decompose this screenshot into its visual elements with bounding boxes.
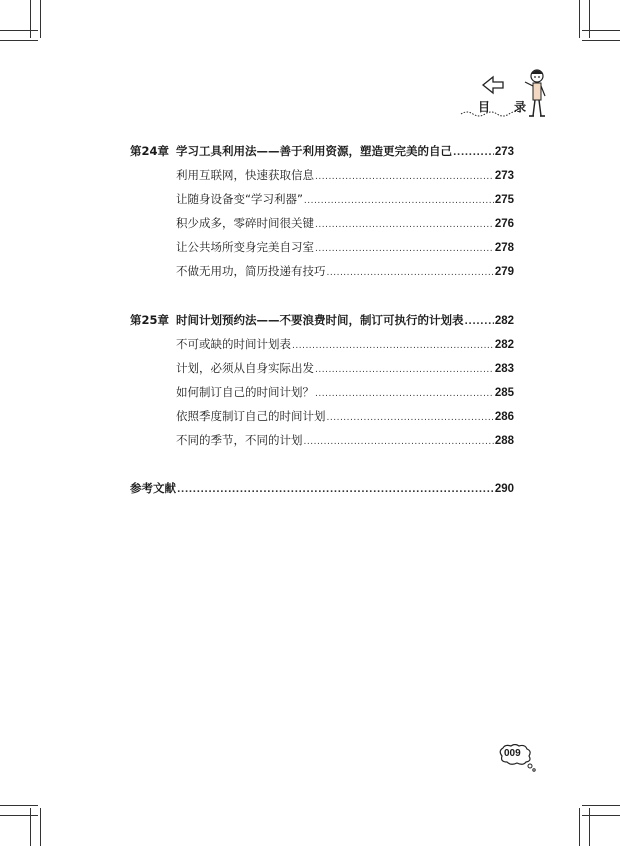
leader-dots xyxy=(315,218,494,232)
page-number: 273 xyxy=(494,146,514,158)
leader-dots xyxy=(315,387,494,401)
section-entry[interactable] xyxy=(176,264,514,280)
section-title: 利用互联网，快速获取信息 xyxy=(176,168,314,182)
page-number: 286 xyxy=(494,411,514,423)
section-title: 依照季度制订自己的时间计划 xyxy=(176,409,326,423)
leader-dots xyxy=(304,435,494,449)
chapter-24-entry[interactable] xyxy=(130,144,514,160)
section-entry[interactable] xyxy=(176,337,514,353)
chapter-number: 第24章 xyxy=(130,144,170,158)
section-entry[interactable] xyxy=(176,433,514,449)
page-number: 278 xyxy=(494,242,514,254)
toc-header-label: 目 录 xyxy=(478,100,537,114)
leader-dots xyxy=(465,315,494,329)
leader-dots xyxy=(453,146,494,160)
page-number: 290 xyxy=(494,483,514,495)
references-title: 参考文献 xyxy=(130,481,176,495)
page-number: 285 xyxy=(494,387,514,399)
section-entry[interactable] xyxy=(176,385,514,401)
section-title: 不做无用功，简历投递有技巧 xyxy=(176,264,326,278)
leader-dots xyxy=(315,242,494,256)
leader-dots xyxy=(304,194,494,208)
section-title: 积少成多，零碎时间很关键 xyxy=(176,216,314,230)
section-title: 计划，必须从自身实际出发 xyxy=(176,361,314,375)
section-entry[interactable] xyxy=(176,216,514,232)
chapter-number: 第25章 xyxy=(130,313,170,327)
section-title: 让公共场所变身完美自习室 xyxy=(176,240,314,254)
leader-dots xyxy=(315,170,494,184)
page-number: 279 xyxy=(494,266,514,278)
page-number: 282 xyxy=(494,315,514,327)
chapter-25-entry[interactable] xyxy=(130,313,514,329)
section-entry[interactable] xyxy=(176,409,514,425)
section-title: 让随身设备变“学习利器” xyxy=(176,192,303,206)
leader-dots xyxy=(315,363,494,377)
page-number: 276 xyxy=(494,218,514,230)
references-entry[interactable] xyxy=(130,481,514,497)
chapter-title: 学习工具利用法——善于利用资源，塑造更完美的自己 xyxy=(176,144,452,158)
section-title: 不同的季节，不同的计划 xyxy=(176,433,303,447)
leader-dots xyxy=(327,411,494,425)
page-number: 282 xyxy=(494,339,514,351)
leader-dots xyxy=(292,339,494,353)
section-entry[interactable] xyxy=(176,192,514,208)
page-number-text: 009 xyxy=(504,748,521,759)
section-title: 不可或缺的时间计划表 xyxy=(176,337,291,351)
section-entry[interactable] xyxy=(176,361,514,377)
page-number: 283 xyxy=(494,363,514,375)
section-entry[interactable] xyxy=(176,168,514,184)
section-entry[interactable] xyxy=(176,240,514,256)
leader-dots xyxy=(327,266,494,280)
page-number-bubble xyxy=(497,744,531,766)
section-title: 如何制订自己的时间计划？ xyxy=(176,385,314,399)
chapter-title: 时间计划预约法——不要浪费时间，制订可执行的计划表 xyxy=(176,313,464,327)
page-number: 288 xyxy=(494,435,514,447)
page-number: 275 xyxy=(494,194,514,206)
cartoon-figure-illustration xyxy=(455,66,555,126)
leader-dots xyxy=(177,483,494,497)
page-number: 273 xyxy=(494,170,514,182)
